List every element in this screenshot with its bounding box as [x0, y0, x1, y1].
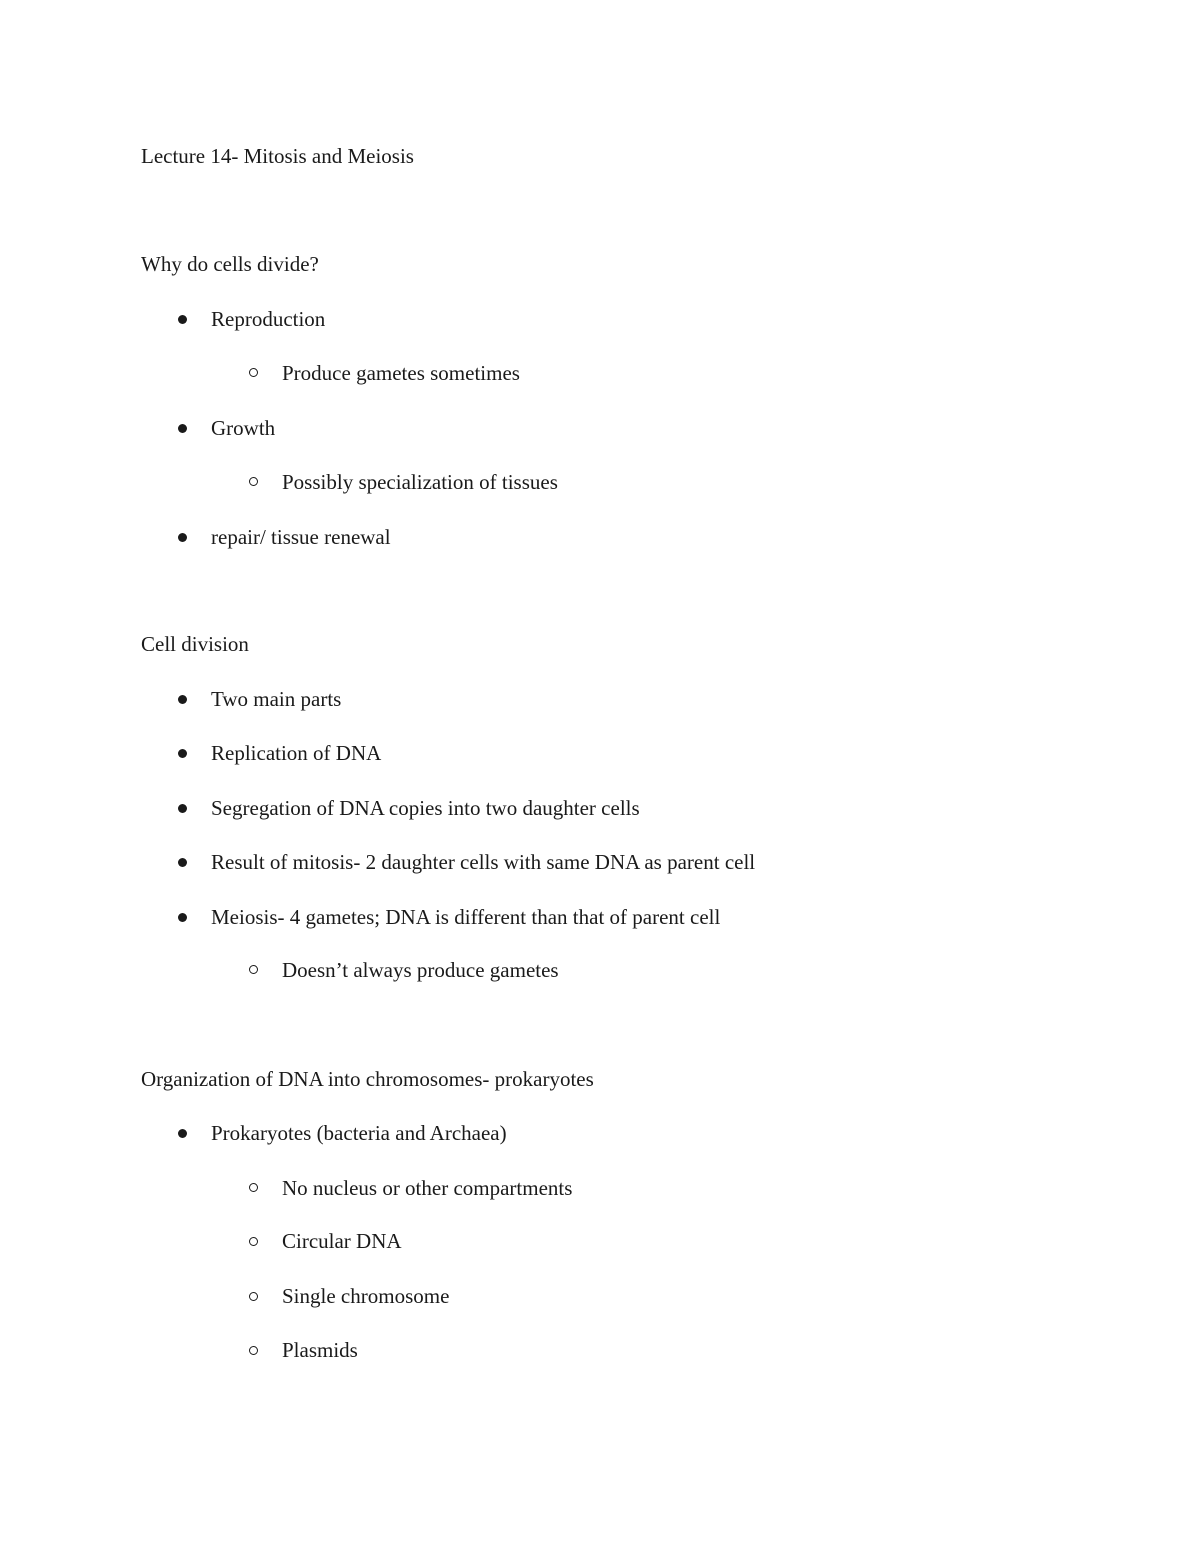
- list-item: Two main parts: [211, 687, 342, 711]
- section-heading: Organization of DNA into chromosomes- prokaryotes: [141, 1067, 594, 1091]
- bullet-circle-icon: [249, 965, 258, 974]
- list-item: Segregation of DNA copies into two daughter cells: [211, 796, 640, 820]
- list-item: Replication of DNA: [211, 741, 382, 765]
- sub-list-item: Produce gametes sometimes: [282, 361, 520, 385]
- section-heading: Cell division: [141, 632, 249, 656]
- list-item: Growth: [211, 416, 276, 440]
- sub-list-item: Plasmids: [282, 1338, 358, 1362]
- list-item: Prokaryotes (bacteria and Archaea): [211, 1121, 507, 1145]
- sub-list-item: No nucleus or other compartments: [282, 1176, 573, 1200]
- document-title: Lecture 14- Mitosis and Meiosis: [141, 144, 414, 168]
- bullet-circle-icon: [249, 368, 258, 377]
- sub-list-item: Doesn’t always produce gametes: [282, 958, 559, 982]
- bullet-disc-icon: [178, 858, 187, 867]
- list-item: Reproduction: [211, 307, 326, 331]
- bullet-disc-icon: [178, 1129, 187, 1138]
- bullet-disc-icon: [178, 749, 187, 758]
- list-item: repair/ tissue renewal: [211, 525, 391, 549]
- list-item: Result of mitosis- 2 daughter cells with same DNA as parent cell: [211, 850, 756, 874]
- sub-list-item: Single chromosome: [282, 1284, 450, 1308]
- bullet-disc-icon: [178, 424, 187, 433]
- bullet-disc-icon: [178, 315, 187, 324]
- bullet-circle-icon: [249, 1292, 258, 1301]
- bullet-circle-icon: [249, 1346, 258, 1355]
- bullet-disc-icon: [178, 533, 187, 542]
- sub-list-item: Circular DNA: [282, 1229, 402, 1253]
- bullet-disc-icon: [178, 804, 187, 813]
- bullet-circle-icon: [249, 1237, 258, 1246]
- bullet-disc-icon: [178, 695, 187, 704]
- section-heading: Why do cells divide?: [141, 252, 319, 276]
- sub-list-item: Possibly specialization of tissues: [282, 470, 558, 494]
- list-item: Meiosis- 4 gametes; DNA is different than that of parent cell: [211, 905, 721, 929]
- bullet-disc-icon: [178, 913, 187, 922]
- bullet-circle-icon: [249, 477, 258, 486]
- bullet-circle-icon: [249, 1183, 258, 1192]
